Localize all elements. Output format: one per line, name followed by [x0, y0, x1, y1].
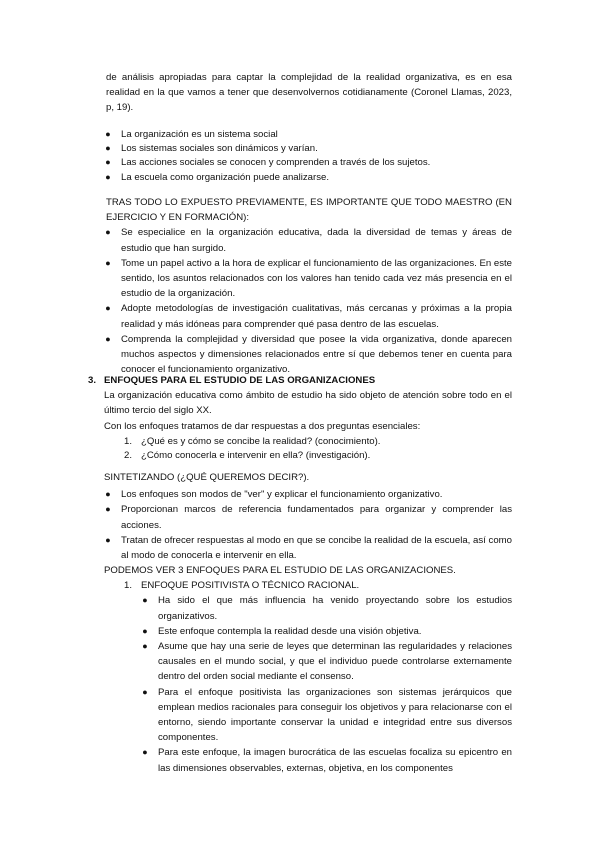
bullet-icon: ●	[105, 257, 111, 268]
bullet-icon: ●	[105, 143, 111, 154]
list-item: ● Ha sido el que más influencia ha venido proyectando sobre los estudios organizativos.	[142, 595, 512, 622]
section-paragraph: La organización educativa como ámbito de estudio ha sido objeto de atención sobre todo en el último tercio del siglo XX.	[104, 390, 512, 417]
bullet-icon: ●	[105, 303, 111, 314]
section-3	[0, 373, 599, 463]
bullet-icon: ●	[105, 489, 111, 500]
bullet-icon: ●	[105, 171, 111, 182]
list-item: ● Asume que hay una serie de leyes que determinan las regularidades y relaciones causales en el mundo social, y que el individuo puede controlarse externamente dentro del orden social mediante el consenso.	[142, 641, 512, 683]
section-title: ENFOQUES PARA EL ESTUDIO DE LAS ORGANIZACIONES	[104, 375, 376, 386]
section-title-row	[0, 373, 599, 388]
bullet-icon: ●	[142, 625, 148, 636]
bullet-icon: ●	[142, 595, 148, 606]
principles-list	[0, 127, 599, 184]
question-item: 1. ¿Qué es y cómo se concibe la realidad? (conocimiento).	[123, 435, 381, 447]
bullet-icon: ●	[105, 129, 111, 139]
bullet-icon: ●	[142, 747, 148, 758]
section-paragraph: Con los enfoques tratamos de dar respuestas a dos preguntas esenciales:	[104, 420, 421, 432]
list-item: ● La escuela como organización puede analizarse.	[0, 170, 599, 184]
section-heading: PODEMOS VER 3 ENFOQUES PARA EL ESTUDIO DE LAS ORGANIZACIONES.	[104, 565, 456, 576]
bullet-icon: ●	[105, 227, 111, 238]
intro-paragraph: de análisis apropiadas para captar la complejidad de la realidad organizativa, es en esa realidad en la que vamos a tener que desenvolvernos cotidianamente (Coronel Llamas, 2023, p, 19).	[106, 72, 512, 114]
teacher-section	[0, 195, 599, 377]
list-item: ● Tratan de ofrecer respuestas al modo en que se concibe la realidad de la escuela, así como al modo de conocerla e intervenir en ella.	[105, 534, 512, 562]
bullet-icon: ●	[142, 686, 148, 697]
bullet-icon: ●	[105, 333, 111, 344]
list-item: ● Comprenda la complejidad y diversidad que posee la vida organizativa, donde aparecen muchos aspectos y dimensiones relacionados entre sí que debemos tener en cuenta para conocer el funcionamiento organizativo.	[105, 333, 512, 376]
list-item: ● Los sistemas sociales son dinámicos y varían.	[0, 141, 599, 155]
bullet-icon: ●	[105, 504, 111, 515]
list-item: ● Para el enfoque positivista las organizaciones son sistemas jerárquicos que emplean medios racionales para conseguir los objetivos y para relacionarse con el entorno, siendo importante conservar la unidad e integridad entre sus diversos componentes.	[142, 686, 512, 744]
question-item: 2. ¿Cómo conocerla e intervenir en ella? (investigación).	[123, 450, 371, 462]
list-item: ● La organización es un sistema social	[0, 127, 599, 141]
bullet-icon: ●	[142, 641, 148, 651]
section-number: 3.	[88, 375, 97, 386]
subsection-title: ENFOQUE POSITIVISTA O TÉCNICO RACIONAL.	[141, 580, 360, 592]
list-item: ● Tome un papel activo a la hora de explicar el funcionamiento de las organizaciones. En este sentido, los asuntos relacionados con los valores han tenido cada vez más presencia en el estudio de la organización.	[105, 257, 512, 300]
list-item: ● Los enfoques son modos de "ver" y explicar el funcionamiento organizativo.	[0, 487, 599, 502]
list-item: ● Este enfoque contempla la realidad desde una visión objetiva.	[0, 624, 599, 639]
list-item: ● Proporcionan marcos de referencia fundamentados para organizar y comprender las acciones.	[105, 504, 512, 531]
bullet-icon: ●	[105, 157, 111, 168]
list-item: ● Adopte metodologías de investigación cualitativas, más cercanas y próximas a la propia realidad y más idóneas para comprender qué pasa dentro de las escuelas.	[105, 303, 512, 330]
list-item: ● Para este enfoque, la imagen burocrática de las escuelas focaliza su epicentro en las dimensiones observables, externas, objetiva, en los componentes	[142, 747, 512, 774]
approaches-section	[0, 563, 599, 776]
summary-section	[0, 470, 599, 563]
list-item: ● Las acciones sociales se conocen y comprenden a través de los sujetos.	[0, 155, 599, 169]
subsection-title-row: 1. ENFOQUE POSITIVISTA O TÉCNICO RACIONAL.	[0, 578, 599, 593]
section-heading: TRAS TODO LO EXPUESTO PREVIAMENTE, ES IMPORTANTE QUE TODO MAESTRO (EN EJERCICIO Y EN FORMACIÓN):	[106, 197, 512, 224]
list-item: ● Se especialice en la organización educativa, dada la diversidad de temas y áreas de estudio que han surgido.	[105, 227, 512, 254]
bullet-icon: ●	[105, 534, 111, 545]
intro-block	[0, 70, 599, 116]
section-heading: SINTETIZANDO (¿QUÉ QUEREMOS DECIR?).	[104, 472, 310, 483]
